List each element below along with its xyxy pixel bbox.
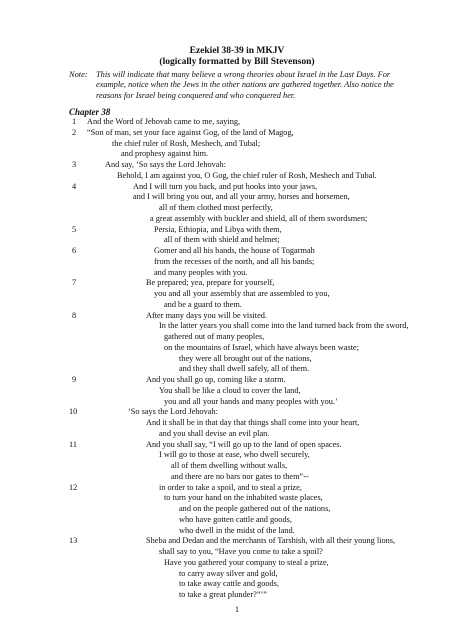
verse-line: to carry away silver and gold, <box>179 568 278 578</box>
verse-line: And the Word of Jehovah came to me, saying, <box>87 117 241 126</box>
verse-number: 9 <box>72 375 77 384</box>
verse-line: Be prepared; yea, prepare for yourself, <box>146 278 275 288</box>
verse-line: and there are no bars nor gates to them”-- <box>171 471 309 481</box>
verse-line: shall say to you, “Have you come to take a spoil? <box>159 547 323 556</box>
verse-number: 3 <box>72 160 77 169</box>
verse-number: 13 <box>69 536 78 546</box>
verse-line: Gomer and all his bands, the house of Togarmah <box>154 246 315 255</box>
verse-number: 2 <box>72 127 77 137</box>
verse-line: and they shall dwell safely, all of them. <box>179 364 310 374</box>
verse-number: 4 <box>72 181 77 191</box>
note-text: This will indicate that many believe a wrong theories about Israel in the Last Days. For example, notice when the Jews in the other nations are gathered together. Also notice the reasons for Israel being conquered and who conquered her. <box>96 70 394 100</box>
verse-line: on the mountains of Israel, which have always been waste; <box>164 342 359 352</box>
verse-line: In the latter years you shall come into the land turned back from the sword, <box>159 321 409 331</box>
verse-line: in order to take a spoil, and to steal a prize, <box>159 482 302 492</box>
verse-line: And it shall be in that day that things shall come into your heart, <box>146 418 360 427</box>
verse-line: and prophesy against him. <box>121 149 209 159</box>
verse-line: you and all your assembly that are assembled to you, <box>154 289 330 298</box>
verse-number: 7 <box>72 278 77 288</box>
verse-line: they were all brought out of the nations, <box>179 353 312 363</box>
verse-line: “Son of man, set your face against Gog, of the land of Magog, <box>87 127 294 137</box>
verse-line: Behold, I am against you, O Gog, the chief ruler of Rosh, Meshech and Tubal. <box>117 170 377 180</box>
verse-line: Persia, Ethiopia, and Libya with them, <box>154 224 282 234</box>
verse-line: And you shall go up, coming like a storm. <box>146 375 286 384</box>
verse-line: And I will turn you back, and put hooks into your jaws, <box>133 181 318 191</box>
document-title: Ezekiel 38-39 in MKJV <box>189 46 285 56</box>
verse-line: After many days you will be visited. <box>146 310 267 320</box>
verse-line: and be a guard to them. <box>164 299 242 309</box>
verse-line: and you shall devise an evil plan. <box>159 428 270 438</box>
verse-line: you and all your bands and many peoples with you.’ <box>164 396 338 406</box>
verse-line: all of them clothed most perfectly, <box>159 203 273 212</box>
verse-line: to take a great plunder?”’” <box>179 590 267 599</box>
verse-line: Sheba and Dedan and the merchants of Tarshish, with all their young lions, <box>146 536 396 546</box>
note-label: Note: <box>69 70 88 79</box>
verse-line: and many peoples with you. <box>154 267 248 277</box>
verse-number: 12 <box>69 482 78 492</box>
verse-line: You shall be like a cloud to cover the land, <box>159 385 301 395</box>
verse-number: 10 <box>69 407 78 417</box>
verse-number: 6 <box>72 246 77 255</box>
verse-line: and I will bring you out, and all your army, horses and horsemen, <box>133 192 350 202</box>
verse-line: And say, ‘So says the Lord Jehovah: <box>105 160 226 169</box>
verse-number: 8 <box>72 310 77 320</box>
verse-line: Have you gathered your company to steal a prize, <box>164 557 329 567</box>
verse-number: 11 <box>69 439 77 449</box>
chapter-heading: Chapter 38 <box>69 107 111 117</box>
verse-line: who have gotten cattle and goods, <box>179 514 292 524</box>
verse-line: a great assembly with buckler and shield, all of them swordsmen; <box>150 213 368 223</box>
document-subtitle: (logically formatted by Bill Stevenson) <box>159 57 315 67</box>
verse-line: from the recesses of the north, and all his bands; <box>154 256 315 266</box>
verse-number: 1 <box>72 117 77 126</box>
verse-line: all of them with shield and helmet; <box>164 235 280 245</box>
verse-line: to take away cattle and goods, <box>179 579 279 589</box>
verse-line: ‘So says the Lord Jehovah: <box>128 407 218 417</box>
verse-line: gathered out of many peoples, <box>164 332 265 341</box>
verse-line: to turn your hand on the inhabited waste places, <box>164 493 323 503</box>
verse-line: I will go to those at ease, who dwell securely, <box>159 450 310 460</box>
verse-line: all of them dwelling without walls, <box>171 461 288 470</box>
verse-line: who dwell in the midst of the land. <box>179 525 295 535</box>
page-number: 1 <box>234 604 240 614</box>
verse-line: And you shall say, “I will go up to the land of open spaces. <box>146 439 342 449</box>
verse-line: the chief ruler of Rosh, Meshech, and Tubal; <box>112 138 261 148</box>
verse-number: 5 <box>72 224 77 234</box>
verse-line: and on the people gathered out of the nations, <box>179 504 331 513</box>
